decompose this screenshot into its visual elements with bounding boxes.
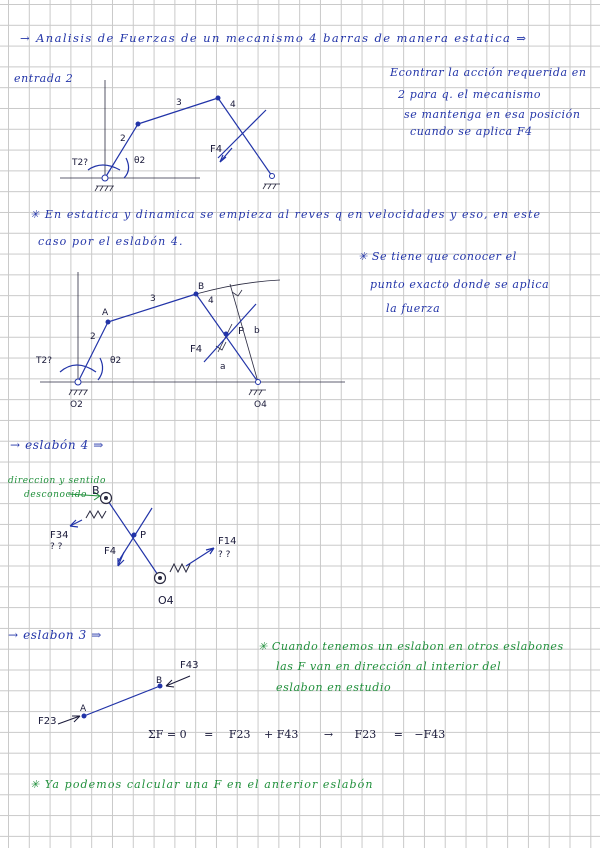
equation-equals: = [204,728,214,741]
equation-term-f43: F43 [276,728,299,741]
label-point-a: A [80,704,87,714]
label-point-b: B [92,484,100,497]
force-arrow-f23 [58,716,80,724]
equation-equals-2: = [393,728,403,741]
label-f14: F14 [218,536,237,547]
label-link-2: 2 [90,332,96,342]
label-f43: F43 [180,660,199,671]
input-label: entrada 2 [14,72,74,85]
note-line: la fuerza [386,302,441,315]
final-note: ✳ Ya podemos calcular una F en el anterior eslabón [30,778,374,791]
label-link-3: 3 [176,98,182,108]
page-title: → Analisis de Fuerzas de un mecanismo 4 barras de manera estatica ⇒ [20,31,528,45]
label-point-b: B [198,282,205,292]
note-line: ✳ Se tiene que conocer el [358,250,517,263]
problem-line: se mantenga en esa posición [404,108,581,121]
label-f14-unknown: ? ? [218,550,231,560]
label-link-4: 4 [208,296,214,306]
equation-term-f23-result: F23 [354,728,377,741]
equation-lhs: ΣF = 0 [148,728,187,741]
equation-arrow: → [323,728,334,741]
label-o2: O2 [70,400,83,410]
green-note-line: desconocido [24,490,88,500]
label-f4: F4 [104,546,117,557]
label-force: F4 [190,344,203,355]
force-arrow-f43 [166,676,190,687]
label-link-2: 2 [120,134,126,144]
label-force: F4 [210,144,223,155]
label-point-a: A [102,308,109,318]
equation-plus: + [263,728,274,741]
label-point-p: P [238,326,245,337]
note-static: ✳ En estatica y dinamica se empieza al reves q en velocidades y eso, en este [30,208,542,221]
label-f34-unknown: ? ? [50,542,63,552]
problem-line: Econtrar la acción requerida en [390,66,587,79]
label-o4: O4 [254,400,267,410]
label-point-b: B [156,676,163,686]
label-o4: O4 [158,594,174,607]
label-dimension-a: a [220,362,226,372]
label-f23: F23 [38,716,57,727]
label-torque: T2? [72,158,89,168]
link-3-body [84,686,160,716]
section-heading-link-3: → eslabon 3 ⇒ [8,628,102,642]
label-angle: θ2 [110,356,122,366]
label-point-p: P [140,530,147,541]
label-link-4: 4 [230,100,236,110]
note-line: eslabon en estudio [276,681,392,694]
label-torque: T2? [36,356,53,366]
label-angle: θ2 [134,156,146,166]
note-line: ✳ Cuando tenemos un eslabon en otros eslabones [258,640,564,653]
equation-term-neg-f43: −F43 [414,728,446,741]
label-f34: F34 [50,530,69,541]
equilibrium-equation [148,728,445,741]
problem-line: cuando se aplica F4 [410,125,533,138]
note-line: las F van en dirección al interior del [276,660,502,673]
label-link-3: 3 [150,294,156,304]
section-heading-link-4: → eslabón 4 ⇒ [10,438,104,452]
green-note-line: direccion y sentido [8,476,107,486]
note-line: punto exacto donde se aplica [370,278,550,291]
joint-a [82,714,87,719]
label-dimension-b: b [254,326,260,336]
note-static-2: caso por el eslabón 4. [38,235,184,248]
problem-line: 2 para q. el mecanismo [398,88,542,101]
equation-term-f23: F23 [228,728,251,741]
